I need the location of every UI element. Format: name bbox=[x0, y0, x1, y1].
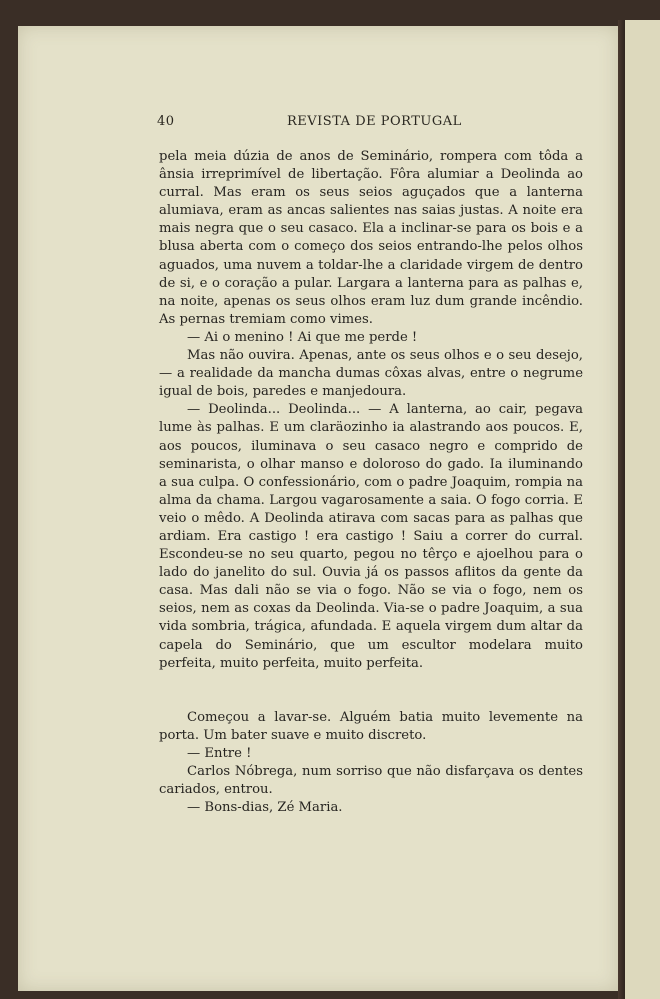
page-number: 40 bbox=[157, 114, 175, 129]
paragraph: — Deolinda... Deolinda... — A lanterna, ao cair, pegava lume às palhas. E um claräozinho ia alastrando aos poucos. E, aos poucos, iluminava o seu casaco negro e comprido de seminarista, o olhar manso e doloroso do gado. Ia iluminando a sua culpa. O confessionário, com o padre Joaquim, rompia na alma da chama. Largou vagarosamente a saia. O fogo corria. E veio o mêdo. A Deolinda atirava com sacas para as palhas que ardiam. Era castigo ! era castigo ! Saiu a correr do curral. Escondeu-se no seu quarto, pegou no têrço e ajoelhou para o lado do janelito do sul. Ouvia já os passos aflitos da gente da casa. Mas dali não se via o fogo. Não se via o fogo, nem os seios, nem as coxas da Deolinda. Via-se o padre Joaquim, a sua vida sombria, trágica, afundada. E aquela virgem dum altar da capela do Seminário, que um escultor modelara muito perfeita, muito perfeita, muito perfeita. bbox=[159, 402, 583, 671]
paragraph: Mas não ouvira. Apenas, ante os seus olhos e o seu desejo, — a realidade da mancha dumas côxas alvas, entre o negrume igual de bois, paredes e manjedoura. bbox=[159, 348, 583, 400]
section-break bbox=[159, 673, 583, 709]
page-header bbox=[157, 114, 587, 134]
paragraph: pela meia dúzia de anos de Seminário, rompera com tôda a ânsia irreprimível de libertação. Fôra alumiar a Deolinda ao curral. Mas eram os seus seios aguçados que a lanterna alumiava, eram as ancas salientes nas saias justas. A noite era mais negra que o seu casaco. Ela a inclinar-se para os bois e a blusa aberta com o começo dos seios entrando-lhe pelos olhos aguados, uma nuvem a toldar-lhe a claridade virgem de dentro de si, e o coração a pular. Largara a lanterna para as palhas e, na noite, apenas os seus olhos eram luz dum grande incêndio. As pernas tremiam como vimes. bbox=[159, 149, 583, 327]
dialogue-line: — Ai o menino ! Ai que me perde ! bbox=[187, 329, 418, 345]
paragraph: Começou a lavar-se. Alguém batia muito levemente na porta. Um bater suave e muito discreto. bbox=[159, 709, 583, 743]
body-text bbox=[159, 148, 583, 817]
adjacent-page-edge bbox=[625, 20, 660, 999]
running-title: REVISTA DE PORTUGAL bbox=[287, 114, 462, 129]
paragraph: Carlos Nóbrega, num sorriso que não disfarçava os dentes cariados, entrou. bbox=[159, 764, 583, 798]
dialogue-line: — Bons-dias, Zé Maria. bbox=[187, 800, 343, 816]
dialogue-line: — Entre ! bbox=[187, 745, 252, 761]
